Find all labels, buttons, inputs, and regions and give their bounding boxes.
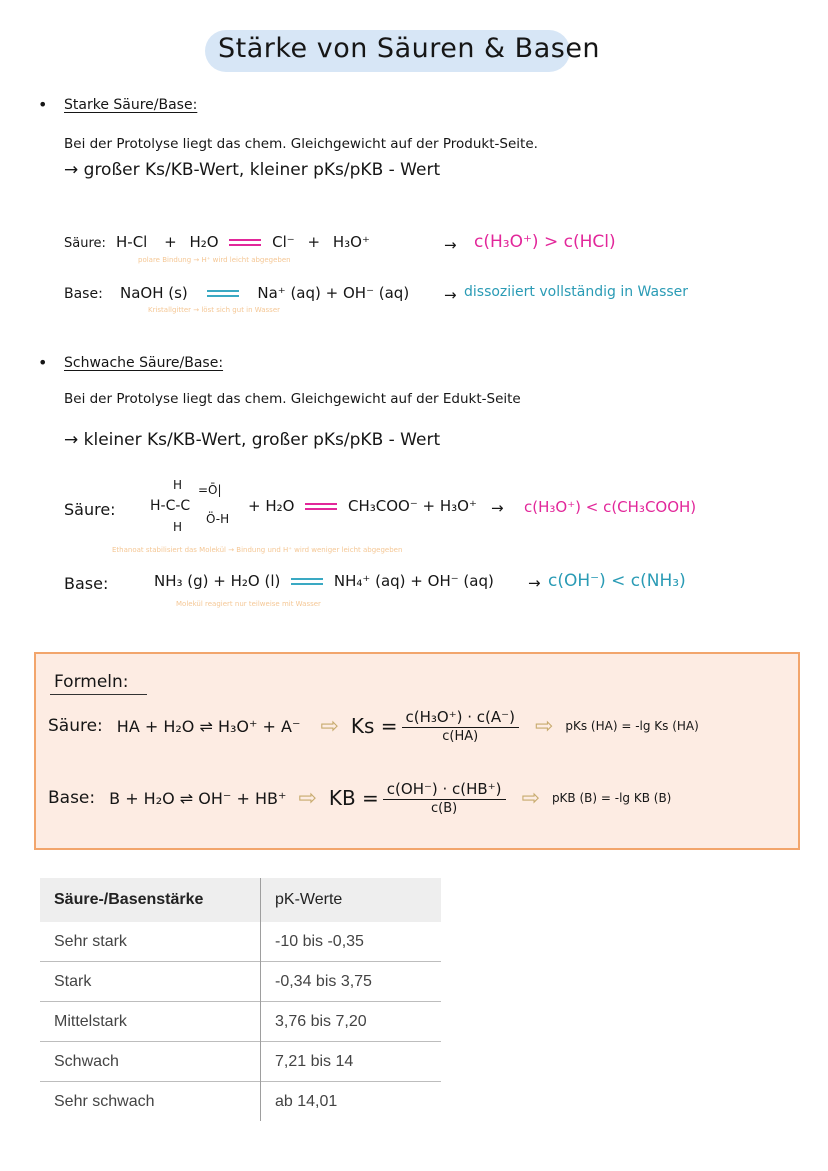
acetic-acid-structure: H H-C-C H =Ō| Ö-H <box>150 478 230 534</box>
table-row <box>40 922 441 962</box>
cell-strength: Sehr stark <box>40 922 261 962</box>
pks-formula: pKs (HA) = -lg Ks (HA) <box>565 719 699 733</box>
ks-label: Ks = <box>350 714 398 738</box>
column-header-strength: Säure-/Basenstärke <box>40 878 261 922</box>
table-row <box>40 1042 441 1082</box>
weak-acid-result: c(H₃O⁺) < c(CH₃COOH) <box>524 498 697 516</box>
table-row <box>40 1082 441 1122</box>
strong-acid-label: Säure: <box>64 236 106 251</box>
arrow-icon: → <box>528 574 541 592</box>
acid-reaction: HA + H₂O ⇌ H₃O⁺ + A⁻ <box>116 716 301 736</box>
weak-base-equation: NH₃ (g) + H₂O (l) NH₄⁺ (aq) + OH⁻ (aq) <box>154 572 494 590</box>
strong-base-note: Kristallgitter → löst sich gut in Wasser <box>148 306 281 314</box>
fat-arrow-icon: ⇨ <box>521 785 540 811</box>
kb-fraction: $\frac{c(OH^-) \cdot c(HB^+)}{c(B)}$ <box>383 780 506 816</box>
ks-fraction: $\frac{\text{c(H₃O⁺) · c(A⁻)}}{c(HA)}$ <box>402 708 519 744</box>
section-heading-weak: Schwache Säure/Base: <box>64 355 224 371</box>
cell-pk: -0,34 bis 3,75 <box>261 962 442 1002</box>
column-header-pk: pK-Werte <box>261 878 442 922</box>
fat-arrow-icon: ⇨ <box>534 713 554 739</box>
equilibrium-arrow-icon <box>305 503 337 511</box>
cell-strength: Sehr schwach <box>40 1082 261 1122</box>
strong-consequence: → großer Ks/KB-Wert, kleiner pKs/pKB - Wert <box>64 160 441 180</box>
bullet-icon: • <box>38 353 48 372</box>
weak-base-label: Base: <box>64 574 109 593</box>
section-heading-strong: Starke Säure/Base: <box>64 97 198 113</box>
reactant: H-Cl <box>116 233 148 251</box>
strong-acid-equation: H-Cl + H₂O Cl⁻ + H₃O⁺ <box>116 233 370 251</box>
arrow-icon: → <box>491 499 504 517</box>
table-row <box>40 1002 441 1042</box>
strong-acid-note: polare Bindung → H⁺ wird leicht abgegeben <box>138 256 291 264</box>
table-header-row <box>40 878 441 922</box>
strong-base-label: Base: <box>64 286 103 302</box>
cell-pk: 7,21 bis 14 <box>261 1042 442 1082</box>
weak-consequence: → kleiner Ks/KB-Wert, großer pKs/pKB - Wert <box>64 430 441 450</box>
weak-acid-equation: + H₂O CH₃COO⁻ + H₃O⁺ <box>248 497 477 515</box>
page-title: Stärke von Säuren & Basen <box>218 33 601 64</box>
cell-pk: -10 bis -0,35 <box>275 932 364 950</box>
weak-acid-label: Säure: <box>64 500 116 519</box>
formula-base-row: Base: B + H₂O ⇌ OH⁻ + HB⁺ ⇨ KB = $\frac{c(OH^-) \cdot c(HB^+)}{c(B)}$ ⇨ pKB (B) = -lg KB (B) <box>48 780 672 816</box>
formula-heading: Formeln: <box>50 672 147 695</box>
fat-arrow-icon: ⇨ <box>320 713 339 739</box>
bullet-icon: • <box>38 95 48 114</box>
fat-arrow-icon: ⇨ <box>298 785 317 811</box>
weak-base-result: c(OH⁻) < c(NH₃) <box>548 571 686 591</box>
equilibrium-arrow-icon <box>229 239 261 247</box>
strong-base-result: dissoziiert vollständig in Wasser <box>464 284 689 300</box>
cell-pk: ab 14,01 <box>261 1082 442 1122</box>
equilibrium-arrow-icon <box>207 290 239 298</box>
cell-pk: 3,76 bis 7,20 <box>261 1002 442 1042</box>
arrow-icon: → <box>444 286 457 304</box>
formula-acid-row: Säure: HA + H₂O ⇌ H₃O⁺ + A⁻ ⇨ Ks = $\frac{\text{c(H₃O⁺) · c(A⁻)}}{c(HA)}$ ⇨ pKs (HA) = -lg Ks (HA) <box>48 708 699 744</box>
weak-sentence: Bei der Protolyse liegt das chem. Gleichgewicht auf der Edukt-Seite <box>64 391 521 407</box>
weak-base-note: Molekül reagiert nur teilweise mit Wasser <box>176 600 321 608</box>
cell-strength: Mittelstark <box>40 1002 261 1042</box>
strong-acid-result: c(H₃O⁺) > c(HCl) <box>474 232 616 252</box>
pk-table <box>40 878 441 1121</box>
cell-strength: Stark <box>40 962 261 1002</box>
strong-sentence: Bei der Protolyse liegt das chem. Gleichgewicht auf der Produkt-Seite. <box>64 136 538 152</box>
cell-strength: Schwach <box>40 1042 261 1082</box>
table-row <box>40 962 441 1002</box>
weak-acid-note: Ethanoat stabilisiert das Molekül → Bindung und H⁺ wird weniger leicht abgegeben <box>112 546 403 554</box>
base-reaction: B + H₂O ⇌ OH⁻ + HB⁺ <box>109 788 287 808</box>
kb-label: KB = <box>328 786 379 810</box>
arrow-icon: → <box>444 236 457 254</box>
equilibrium-arrow-icon <box>291 578 323 586</box>
pkb-formula: pKB (B) = -lg KB (B) <box>551 791 672 805</box>
strong-base-equation: NaOH (s) Na⁺ (aq) + OH⁻ (aq) <box>120 284 410 302</box>
